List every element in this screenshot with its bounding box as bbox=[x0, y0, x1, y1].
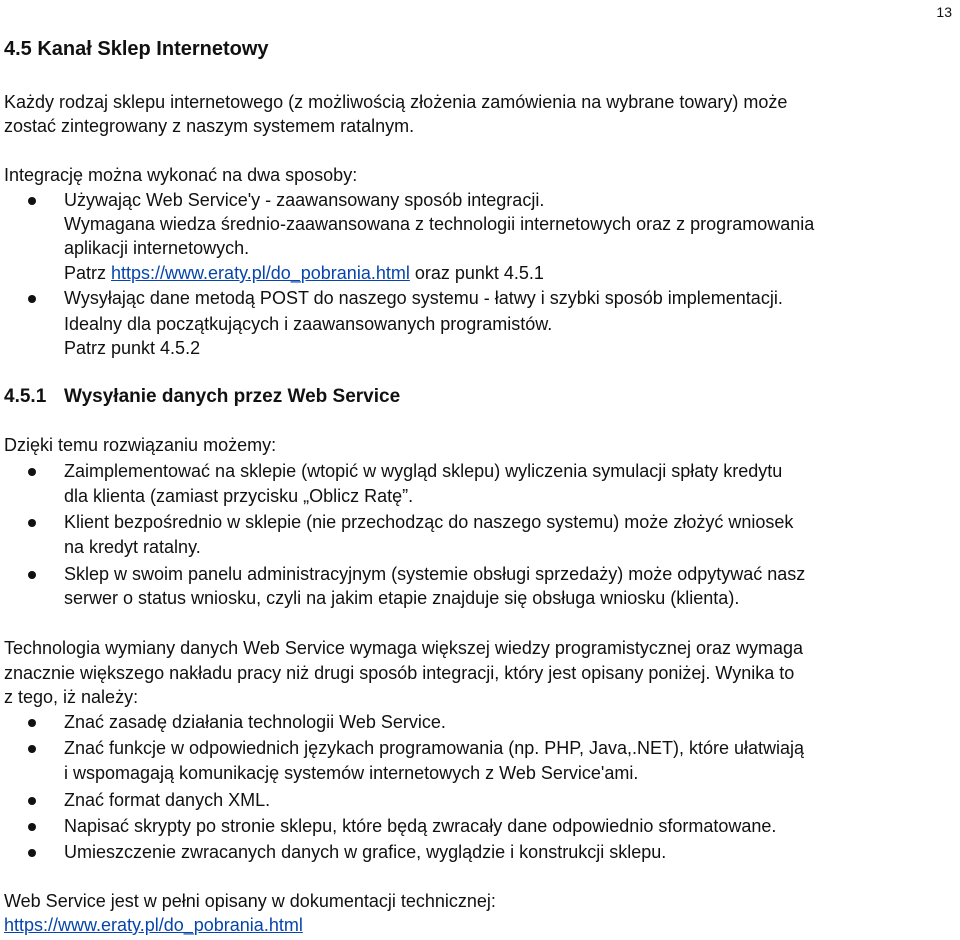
benefit2-line-2: na kredyt ratalny. bbox=[64, 537, 201, 557]
footer-download-link[interactable]: https://www.eraty.pl/do_pobrania.html bbox=[4, 915, 303, 935]
bullet-icon bbox=[28, 797, 36, 805]
bullet-icon bbox=[28, 745, 36, 753]
benefits-lead: Dzięki temu rozwiązaniu możemy: bbox=[4, 435, 277, 455]
benefit3-line-2: serwer o status wniosku, czyli na jakim etapie znajduje się obsługa wniosku (klienta). bbox=[64, 588, 740, 608]
technology-line-1: Technologia wymiany danych Web Service wymaga większej wiedzy programistycznej oraz wymaga bbox=[4, 638, 803, 658]
subsection-number: 4.5.1 bbox=[4, 386, 47, 407]
bullet-icon bbox=[28, 719, 36, 727]
download-link[interactable]: https://www.eraty.pl/do_pobrania.html bbox=[111, 263, 410, 283]
option2-line-1: Wysyłając dane metodą POST do naszego systemu - łatwy i szybki sposób implementacji. bbox=[64, 288, 783, 308]
bullet-icon bbox=[28, 197, 36, 205]
page-number: 13 bbox=[936, 4, 952, 20]
bullet-icon bbox=[28, 571, 36, 579]
integration-lead: Integrację można wykonać na dwa sposoby: bbox=[4, 165, 358, 185]
option1-line-1: Używając Web Service'y - zaawansowany sposób integracji. bbox=[64, 190, 545, 210]
benefit1-line-2: dla klienta (zamiast przycisku „Oblicz Ratę”. bbox=[64, 486, 414, 506]
benefit3-line-1: Sklep w swoim panelu administracyjnym (systemie obsługi sprzedaży) może odpytywać nasz bbox=[64, 564, 806, 584]
bullet-icon bbox=[28, 295, 36, 303]
requirement-3: Znać format danych XML. bbox=[64, 790, 271, 810]
technology-line-3: z tego, iż należy: bbox=[4, 687, 139, 707]
intro-line-1: Każdy rodzaj sklepu internetowego (z możliwością złożenia zamówienia na wybrane towary) może bbox=[4, 92, 788, 112]
bullet-icon bbox=[28, 519, 36, 527]
option1-see-line bbox=[64, 261, 544, 285]
option1-see-suffix: oraz punkt 4.5.1 bbox=[409, 263, 544, 283]
intro-line-2: zostać zintegrowany z naszym systemem ratalnym. bbox=[4, 116, 415, 136]
option2-line-3: Patrz punkt 4.5.2 bbox=[64, 338, 201, 358]
footer-line: Web Service jest w pełni opisany w dokumentacji technicznej: bbox=[4, 891, 496, 911]
requirement-4: Napisać skrypty po stronie sklepu, które będą zwracały dane odpowiednio sformatowane. bbox=[64, 816, 777, 836]
option1-line-3: aplikacji internetowych. bbox=[64, 238, 250, 258]
benefit1-line-1: Zaimplementować na sklepie (wtopić w wygląd sklepu) wyliczenia symulacji spłaty kredytu bbox=[64, 461, 783, 481]
bullet-icon bbox=[28, 468, 36, 476]
section-title: 4.5 Kanał Sklep Internetowy bbox=[4, 38, 269, 60]
requirement-5: Umieszczenie zwracanych danych w grafice, wyglądzie i konstrukcji sklepu. bbox=[64, 842, 667, 862]
subsection-title: Wysyłanie danych przez Web Service bbox=[64, 386, 401, 407]
option1-see-prefix: Patrz bbox=[64, 263, 112, 283]
requirement-2: Znać funkcje w odpowiednich językach programowania (np. PHP, Java,.NET), które ułatwiają bbox=[64, 738, 805, 758]
option1-line-2: Wymagana wiedza średnio-zaawansowana z technologii internetowych oraz z programowania bbox=[64, 214, 815, 234]
bullet-icon bbox=[28, 823, 36, 831]
requirement-1: Znać zasadę działania technologii Web Service. bbox=[64, 712, 446, 732]
bullet-icon bbox=[28, 849, 36, 857]
benefit2-line-1: Klient bezpośrednio w sklepie (nie przechodząc do naszego systemu) może złożyć wniosek bbox=[64, 512, 794, 532]
requirement-2-continued: i wspomagają komunikację systemów internetowych z Web Service'ami. bbox=[64, 763, 639, 783]
option2-line-2: Idealny dla początkujących i zaawansowanych programistów. bbox=[64, 314, 553, 334]
technology-line-2: znacznie większego nakładu pracy niż drugi sposób integracji, który jest opisany poniżej. Wynika to bbox=[4, 663, 795, 683]
